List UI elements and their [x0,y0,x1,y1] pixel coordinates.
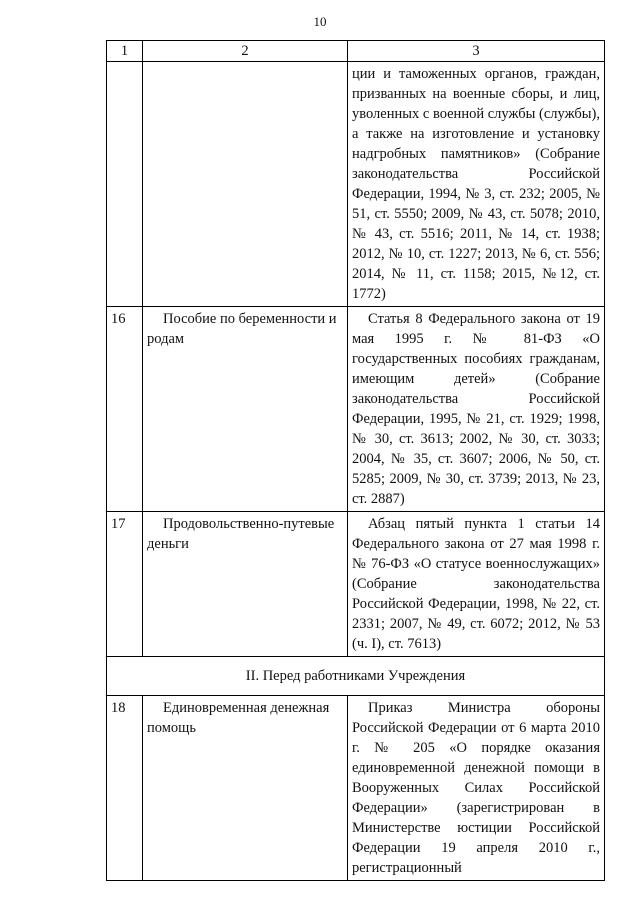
section-title: II. Перед работниками Учреждения [107,657,605,696]
document-table [106,40,605,881]
payment-name: Пособие по беременности и родам [143,307,348,512]
table-header-row [107,41,605,62]
legal-reference: Приказ Министра обороны Российской Федерации от 6 марта 2010 г. № 205 «О порядке оказания единовременной денежной помощи в Вооруженных Силах Российской Федерации» (зарегистрирован в Министерстве юстиции Российской Федерации 19 апреля 2010 г., регистрационный [348,696,605,881]
table-row [107,307,605,512]
table-row [107,62,605,307]
row-number: 18 [107,696,143,881]
payment-name: Единовременная денежная помощь [143,696,348,881]
table-row [107,696,605,881]
column-header-1: 1 [107,41,143,62]
table-row [107,512,605,657]
row-number: 16 [107,307,143,512]
page-number: 10 [313,14,327,29]
legal-reference: Статья 8 Федерального закона от 19 мая 1995 г. № 81-ФЗ «О государственных пособиях гражданам, имеющим детей» (Собрание законодательства Российской Федерации, 1995, № 21, ст. 1929; 1998, № 30, ст. 3613; 2002, № 30, ст. 3033; 2004, № 35, ст. 3607; 2006, № 50, ст. 5285; 2009, № 30, ст. 3739; 2013, № 23, ст. 2887) [348,307,605,512]
column-header-2: 2 [143,41,348,62]
payment-name: Продовольственно-путевые деньги [143,512,348,657]
column-header-3: 3 [348,41,605,62]
row-number: 17 [107,512,143,657]
section-row [107,657,605,696]
legal-reference: ции и таможенных органов, граждан, призванных на военные сборы, и лиц, уволенных с военной службы (службы), а также на изготовление и установку надгробных памятников» (Собрание законодательства Российской Федерации, 1994, № 3, ст. 232; 2005, № 51, ст. 5550; 2009, № 43, ст. 5078; 2010, № 43, ст. 5516; 2011, № 14, ст. 1938; 2012, № 10, ст. 1227; 2013, № 6, ст. 556; 2014, № 11, ст. 1158; 2015, №12, ст. 1772) [348,62,605,307]
payment-name [143,62,348,307]
row-number [107,62,143,307]
legal-reference: Абзац пятый пункта 1 статьи 14 Федерального закона от 27 мая 1998 г. № 76-ФЗ «О статусе военнослужащих» (Собрание законодательства Российской Федерации, 1998, № 22, ст. 2331; 2007, № 49, ст. 6072; 2012, № 53 (ч. I), ст. 7613) [348,512,605,657]
